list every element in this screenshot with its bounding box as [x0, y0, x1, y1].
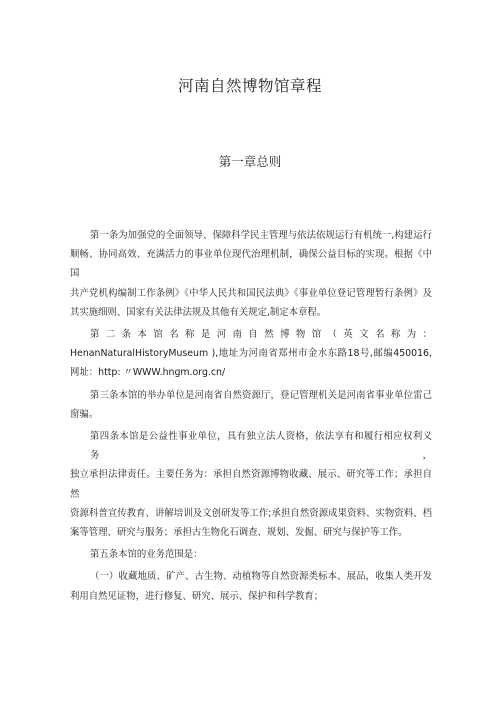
article-2-paragraph	[70, 325, 432, 383]
article-3-paragraph	[70, 386, 432, 424]
text-line: 第一条为加强党的全面领导、保障科学民主管理与依法依规运行有机统一,构建运行	[90, 230, 432, 241]
document-body	[70, 226, 432, 609]
article-4-paragraph	[70, 427, 432, 542]
text-line: 第五条本馆的业务范围是：	[90, 549, 203, 561]
chapter-title: 第一章总则	[218, 154, 282, 169]
article-5-paragraph	[70, 545, 432, 564]
text-line: 共产党机构编制工作条例》《中华人民共和国民法典》《事业单位登记管理暂行条例》及	[70, 287, 432, 299]
scope-item-1-paragraph	[70, 567, 432, 605]
text-line: 网址：http: 〃WWW.hngm.org.cn/	[70, 367, 226, 379]
text-line: 其实施细则、国家有关法律法规及其他有关规定,制定本章程。	[70, 306, 327, 318]
text-line: 独立承担法律责任。主要任务为：承担自然资源博物收藏、展示、研究等工作；承担自然	[70, 469, 432, 500]
text-line: HenanNaturalHistoryMuseum ),地址为河南省郑州市金水东路18号,邮编450016,	[70, 348, 432, 360]
document-title: 河南自然博物馆章程	[177, 77, 322, 95]
text-line: 第三条本馆的举办单位是河南省自然资源厅，登记管理机关是河南省事业单位雷己	[90, 389, 432, 401]
text-line: 第 二 条 本 馆 名 称 是 河 南 自 然 博 物 馆 （ 英 文 名 称 为 ：	[90, 329, 432, 341]
text-line: 顺畅、协同高效、充满活力的事业单位现代治理机制，确保公益目标的实现。根据《中国	[70, 249, 432, 280]
text-line: （一）收藏地质、矿产、古生物、动植物等自然资源类标本、展品，收集人类开发	[90, 571, 432, 583]
text-line: 资源科普宣传教育、讲解培训及文创研发等工作;承担自然资源成果资料、实物资料、档	[70, 507, 432, 519]
text-line: 利用自然见证物，进行修复、研究、展示、保护和科学教育；	[70, 590, 324, 602]
text-line: 案等管理、研究与服务；承担古生物化石调查、规划、发掘、研究与保护等工作。	[70, 527, 408, 539]
article-1-paragraph	[70, 226, 432, 322]
text-line: 窗骗。	[70, 408, 99, 420]
text-line: 第四条本馆是公益性事业单位，具有独立法人资格，依法享有和履行相应权利义务，	[90, 431, 432, 462]
